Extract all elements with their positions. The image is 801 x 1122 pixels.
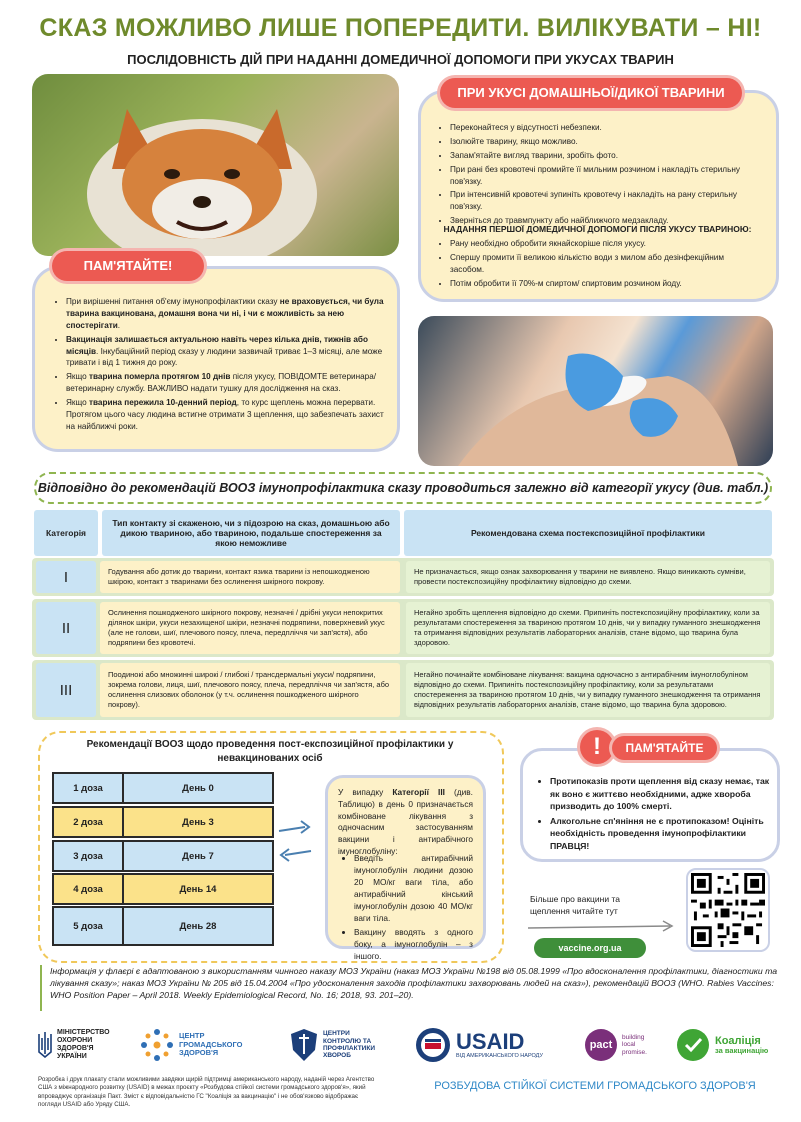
contact-cell: Ослинення пошкодженого шкірного покрову, незначні / дрібні укуси непокритих ділянок шкіри, укуси незахищеної шкіри, незначні подряпини, поверхневий укус (але не голови, шиї, плечового поясу, плеча, передпліччя чи зап'ястя), або подряпини без кровотечі. xyxy=(100,602,400,654)
qr-code[interactable] xyxy=(686,868,770,952)
who-recommendation-banner: Відповідно до рекомендацій ВООЗ імунопрофілактика сказу проводиться залежно від категорії укусу (див. табл.) xyxy=(34,472,772,504)
dose-number: 3 доза xyxy=(54,842,124,870)
dose-day: День 14 xyxy=(179,883,217,895)
cdc-logo: ЦЕНТРИ КОНТРОЛЮ ТА ПРОФІЛАКТИКИ ХВОРОБ xyxy=(290,1022,375,1068)
list-item: • Запам'ятайте вигляд тварини, зробіть фото. xyxy=(450,150,759,162)
footer-tagline: РОЗБУДОВА СТІЙКОЇ СИСТЕМИ ГРОМАДСЬКОГО ЗДОРОВ'Я xyxy=(434,1080,756,1092)
warning-icon: ! xyxy=(580,730,614,764)
list-item: • Рану необхідно обробити якнайскоріше після укусу. xyxy=(450,238,759,250)
dose-day: День 7 xyxy=(182,850,214,862)
dose-row xyxy=(52,840,274,872)
category-iii-list xyxy=(338,852,473,964)
recommendation-cell: Не призначається, якщо ознак захворювання у тварини не виявлено. Якщо виникають сумніви, провести постекспозиційну профілактику відповідно до схеми. xyxy=(406,561,770,593)
phc-dots-icon xyxy=(140,1028,174,1062)
list-item: • Якщо тварина пережила 10-денний період, то курс щеплень можна перервати. Протягом цього часу людина встигне отримати 3 щеплення, що забезпечать захист на найближчі роки. xyxy=(66,397,385,433)
category-label: III xyxy=(36,663,96,717)
category-label: I xyxy=(36,561,96,593)
list-item: • Введіть антирабічний імуноглобулін людини дозою 20 МО/кг ваги тіла, або антирабічний кінський імуноглобулін дозою 40 МО/кг ваги тіла. xyxy=(354,852,473,924)
dose-row xyxy=(52,873,274,905)
coalition-emblem-icon xyxy=(676,1028,710,1062)
exchange-arrows-icon xyxy=(275,815,315,865)
contraindications-list xyxy=(534,775,770,855)
pact-logo: pact building local promise. xyxy=(585,1022,647,1068)
phc-logo: ЦЕНТР ГРОМАДСЬКОГО ЗДОРОВ'Я xyxy=(140,1022,242,1068)
usaid-seal-icon xyxy=(415,1027,451,1063)
list-item: • Алкогольне сп'яніння не є протипоказом! Оцініть необхідність проведення імунопрофілактики ПРАВЦЯ! xyxy=(550,815,770,853)
list-item: • Спершу промити її великою кількістю води з милом або дезінфекційним засобом. xyxy=(450,252,759,276)
category-iii-text: У випадку Категорії III (див. Таблицю) в день 0 призначається комбіноване лікування з одночасним застосуванням вакцини і антирабічного імуноглобуліну: xyxy=(338,787,473,856)
list-item: • Зверніться до травмпункту або найближчого медзакладу. xyxy=(450,215,759,227)
list-item: • Вакцинація залишається актуальною навіть через кілька днів, тижнів або місяців. Інкубаційний період сказу у людини зазвичай триває 1–3 місяці, але може тривати і від 1 тижня до року. xyxy=(66,334,385,370)
shield-icon xyxy=(290,1028,318,1062)
list-item: • Ізолюйте тварину, якщо можливо. xyxy=(450,136,759,148)
recommendation-cell: Негайно починайте комбіноване лікування: вакцина одночасно з антирабічним імуноглобуліном відповідно до схеми. Припиніть постекспозиційну профілактику, коли за результатами спостереження за твариною протягом 10 днів, чи у випадку гуманного знешкодження та отримання відповідних результатів лабораторних аналізів, стане відомо, що тварина була здоровою. xyxy=(406,663,770,717)
remember-heading: ПАМ'ЯТАЙТЕ! xyxy=(52,251,204,281)
website-link[interactable]: vaccine.org.ua xyxy=(534,938,646,958)
coalition-logo: Коаліція за вакцинацію xyxy=(676,1022,768,1068)
disclaimer: Розробка і друк плакату стали можливими завдяки щирій підтримці американського народу, наданій через Агентство США з міжнародного розвитку (USAID) в межах проєкту «Розбудова стійкої системи громадського здоров'я», який впроваджує організація Пакт. Зміст є відповідальністю ГС "Коаліція за вакцинацію" і не обов'язково відображає погляди USAID або Уряду США. xyxy=(38,1076,375,1109)
list-item: • Потім обробити її 70%-м спиртом/ спиртовим розчином йоду. xyxy=(450,278,759,290)
list-item: • Якщо тварина померла протягом 10 днів після укусу, ПОВІДОМТЕ ветеринара/ветеринарну службу. ВАЖЛИВО надати тушку для дослідження на сказ. xyxy=(66,371,385,395)
page-title: СКАЗ МОЖЛИВО ЛИШЕ ПОПЕРЕДИТИ. ВИЛІКУВАТИ – НІ! xyxy=(39,14,762,42)
moz-logo: МІНІСТЕРСТВО ОХОРОНИ ЗДОРОВ'Я УКРАЇНИ xyxy=(38,1022,110,1068)
contact-cell: Годування або дотик до тварини, контакт язика тварини із непошкодженою шкірою, контакт з тваринами без ослинення шкірного покрову. xyxy=(100,561,400,593)
first-aid-list xyxy=(434,238,759,292)
dose-day: День 3 xyxy=(182,816,214,828)
dose-row xyxy=(52,772,274,804)
list-item: • При інтенсивній кровотечі зупиніть кровотечу і накладіть на рану стерильну пов'язку. xyxy=(450,189,759,213)
bite-steps-list xyxy=(434,122,759,229)
fox-photo xyxy=(32,74,399,256)
dose-row xyxy=(52,806,274,838)
page-subtitle: ПОСЛІДОВНІСТЬ ДІЙ ПРИ НАДАННІ ДОМЕДИЧНОЇ ДОПОМОГИ ПРИ УКУСАХ ТВАРИН xyxy=(127,52,674,67)
qr-code-icon xyxy=(691,873,765,947)
dose-number: 4 доза xyxy=(54,875,124,903)
fox-illustration xyxy=(32,74,399,256)
remember-list xyxy=(50,296,385,435)
table-header-recommendation: Рекомендована схема постекспозиційної профілактики xyxy=(404,510,772,556)
list-item: • Переконайтеся у відсутності небезпеки. xyxy=(450,122,759,134)
remember2-heading: ПАМ'ЯТАЙТЕ xyxy=(612,736,717,760)
partner-logos xyxy=(0,1022,801,1072)
schedule-title: Рекомендації ВООЗ щодо проведення пост-експозиційної профілактики у невакцинованих осіб xyxy=(86,739,454,764)
first-aid-heading: НАДАННЯ ПЕРШОЇ ДОМЕДИЧНОЇ ДОПОМОГИ ПІСЛЯ УКУСУ ТВАРИНОЮ: xyxy=(443,224,752,234)
bite-heading: ПРИ УКУСІ ДОМАШНЬОЇ/ДИКОЇ ТВАРИНИ xyxy=(440,78,742,108)
more-info-text: Більше про вакцини та щеплення читайте тут xyxy=(530,894,620,916)
bandage-illustration xyxy=(418,316,773,466)
list-item: • При вирішенні питання об'єму імунопрофілактики сказу не враховується, чи була тварина вакцинована, домашня вона чи ні, і чи є можливість за нею спостерігати. xyxy=(66,296,385,332)
first-aid-photo xyxy=(418,316,773,466)
table-header-contact: Тип контакту зі скаженою, чи з підозрою на сказ, домашньою або дикою твариною, або твариною, подальше спостереження за якою неможливе xyxy=(102,510,400,556)
dose-number: 1 доза xyxy=(54,774,124,802)
usaid-logo: USAID ВІД АМЕРИКАНСЬКОГО НАРОДУ xyxy=(415,1022,543,1068)
contact-cell: Поодинокі або множинні широкі / глибокі / трансдермальні укуси/ подряпини, зокрема голови, лиця, шиї, плечового поясу, плеча, передпліччя чи зап'ястя, або ослинення слизових оболонок (у т.ч. ослинення пошкодженого шкірного покрову). xyxy=(100,663,400,717)
sources-note: Інформація у флаєрі є адаптованою з використанням чинного наказу МОЗ України (наказ МОЗ України №198 від 05.08.1999 «Про вдосконалення профілактики, діагностики та лікування сказу»; наказ МОЗ України № 205 від 15.04.2004 «Про удосконалення заходів профілактики захворювань людей на сказ»), рекомендацій ВООЗ (WHO. Rabies Vaccines: WHO Position Paper – April 2018. Weekly Epidemiological Record, No. 16; 2018, 93. 201–20). xyxy=(40,965,790,1011)
arrow-right-icon xyxy=(520,914,680,934)
dose-row xyxy=(52,906,274,946)
category-label: II xyxy=(36,602,96,654)
dose-day: День 28 xyxy=(179,920,217,932)
dose-number: 2 доза xyxy=(54,808,124,836)
list-item: • Протипоказів проти щеплення від сказу немає, так як воно є життєво необхідними, адже хвороба призводить до 100% смерті. xyxy=(550,775,770,813)
dose-day: День 0 xyxy=(182,782,214,794)
table-header-category: Категорія xyxy=(34,510,98,556)
recommendation-cell: Негайно зробіть щеплення відповідно до схеми. Припиніть постекспозиційну профілактику, коли за результатами спостереження за твариною протягом 10 днів, чи у випадку гуманного знешкодження та отримання відповідних результатів лабораторних аналізів, стане відомо, що тварина була здоровою. xyxy=(406,602,770,654)
trident-icon xyxy=(38,1032,52,1058)
dose-number: 5 доза xyxy=(54,908,124,944)
list-item: • При рані без кровотечі промийте її мильним розчином і накладіть стерильну пов'язку. xyxy=(450,164,759,188)
list-item: • Вакцину вводять з одного боку, а імуноглобулін – з іншого. xyxy=(354,926,473,962)
